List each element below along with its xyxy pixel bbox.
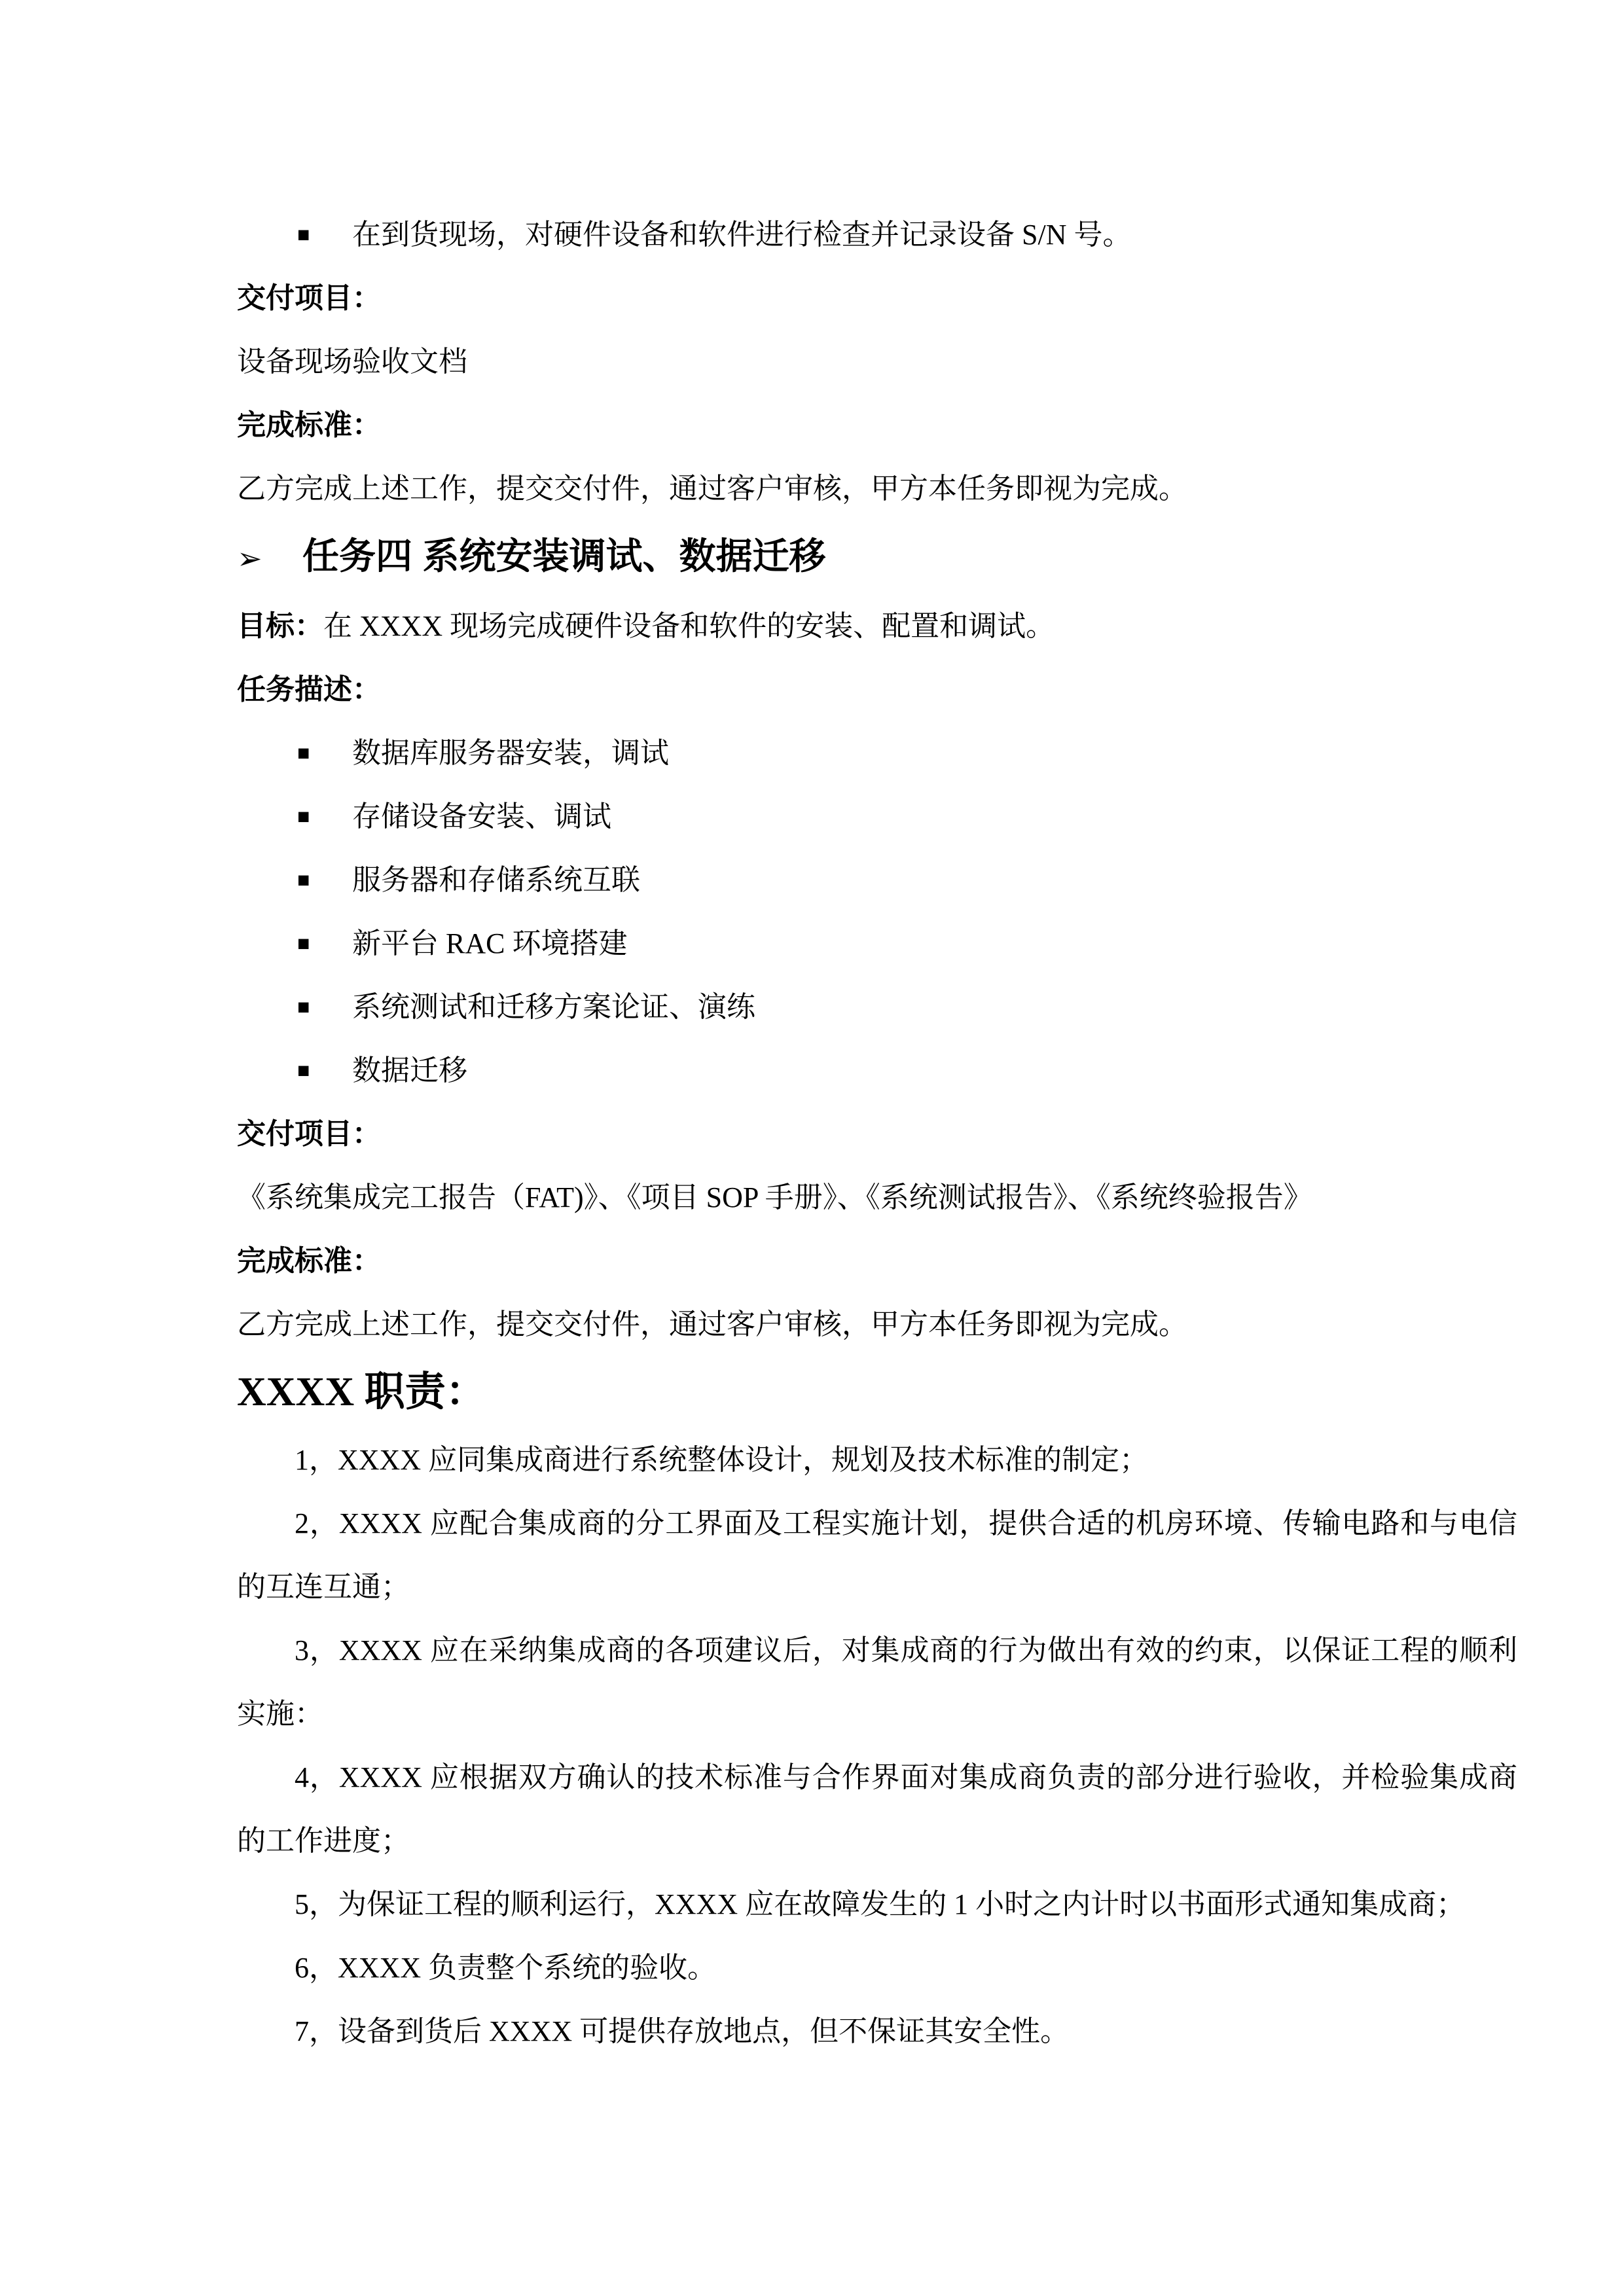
list-item-text: 系统测试和迁移方案论证、演练 [352,991,755,1023]
square-bullet-icon: ■ [297,804,310,828]
list-item [297,975,1517,1039]
list-item [297,203,1517,266]
deliverables-label: 交付项目： [237,282,381,314]
deliverables-text: 设备现场验收文档 [237,346,467,378]
goal-line [237,594,1517,658]
list-item-text: 数据迁移 [352,1054,467,1086]
task-desc-label: 任务描述： [237,673,381,706]
responsibility-item: 2，XXXX 应配合集成商的分工界面及工程实施计划，提供合适的机房环境、传输电路和与电信的互连互通； [237,1507,1517,1603]
responsibility-item: 6，XXXX 负责整个系统的验收。 [295,1952,717,1984]
list-item [297,912,1517,975]
responsibility-item: 5，为保证工程的顺利运行，XXXX 应在故障发生的 1 小时之内计时以书面形式通知集成商； [295,1888,1466,1920]
goal-text: 在 XXXX 现场完成硬件设备和软件的安装、配置和调试。 [323,610,1055,642]
arrow-bullet-icon: ➢ [237,541,262,576]
task4-heading-text: 任务四 系统安装调试、数据迁移 [302,535,826,577]
completion-text: 乙方完成上述工作，提交交付件，通过客户审核，甲方本任务即视为完成。 [237,1308,1187,1340]
deliverables-label: 交付项目： [237,1118,381,1150]
goal-label: 目标： [237,610,323,642]
list-item-text: 在到货现场，对硬件设备和软件进行检查并记录设备 S/N 号。 [352,219,1132,251]
responsibility-item: 7，设备到货后 XXXX 可提供存放地点，但不保证其安全性。 [295,2015,1070,2047]
list-item [297,1039,1517,1102]
list-item [297,848,1517,912]
list-item-text: 存储设备安装、调试 [352,800,611,833]
square-bullet-icon: ■ [297,931,310,955]
completion-label: 完成标准： [237,409,381,441]
list-item-text: 数据库服务器安装，调试 [352,737,669,769]
deliverables-text: 《系统集成完工报告（FAT)》、《项目 SOP 手册》、《系统测试报告》、《系统终验报告》 [237,1181,1312,1213]
responsibility-item: 1，XXXX 应同集成商进行系统整体设计，规划及技术标准的制定； [295,1444,1149,1476]
responsibilities-heading: XXXX 职责： [237,1370,486,1414]
square-bullet-icon: ■ [297,995,310,1018]
square-bullet-icon: ■ [297,741,310,764]
square-bullet-icon: ■ [297,1058,310,1082]
list-item-text: 服务器和存储系统互联 [352,864,640,896]
responsibility-item: 3，XXXX 应在采纳集成商的各项建议后，对集成商的行为做出有效的约束，以保证工程的顺利实施： [237,1634,1517,1730]
completion-label: 完成标准： [237,1245,381,1277]
list-item [297,785,1517,848]
list-item-text: 新平台 RAC 环境搭建 [352,927,628,960]
completion-text: 乙方完成上述工作，提交交付件，通过客户审核，甲方本任务即视为完成。 [237,473,1187,505]
task4-heading [237,520,1517,594]
square-bullet-icon: ■ [297,223,310,246]
document-content [237,203,1517,2063]
responsibility-item: 4，XXXX 应根据双方确认的技术标准与合作界面对集成商负责的部分进行验收，并检验集成商的工作进度； [237,1761,1517,1857]
list-item [297,721,1517,785]
square-bullet-icon: ■ [297,868,310,891]
